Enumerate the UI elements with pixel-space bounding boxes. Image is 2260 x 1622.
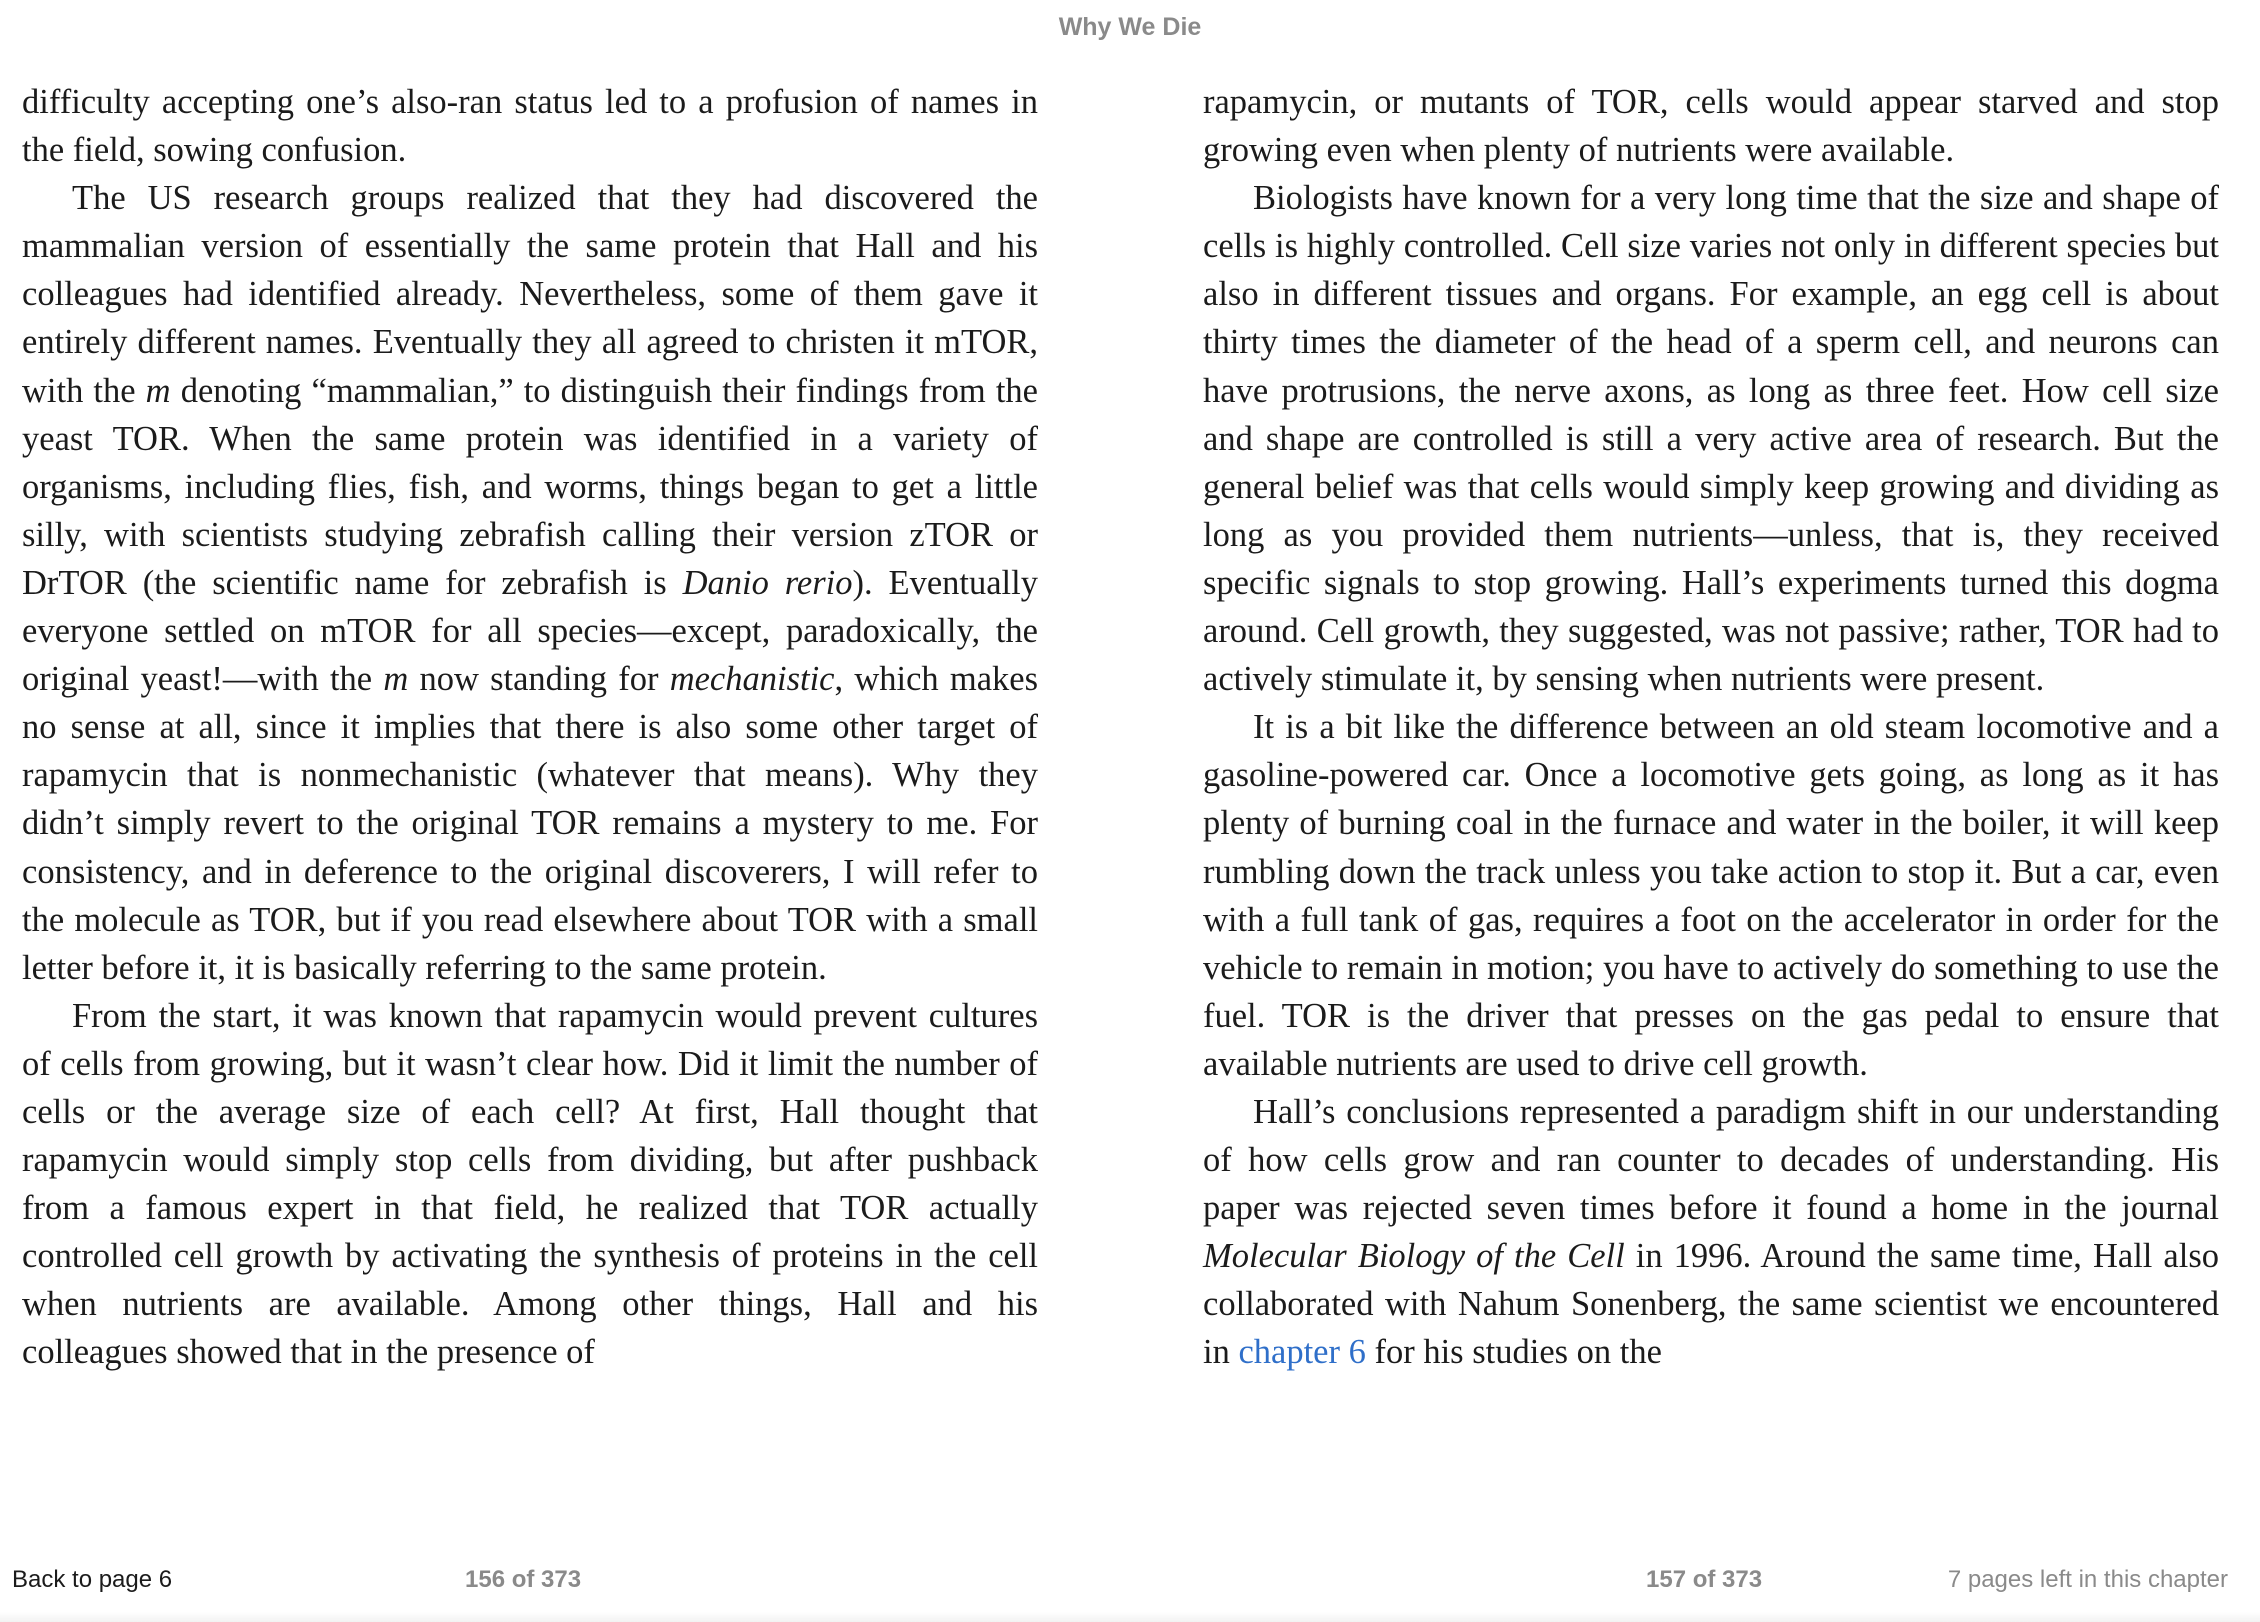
italic-letter-m: m <box>145 371 171 410</box>
right-page-number: 157 of 373 <box>1646 1566 1763 1593</box>
book-title: Why We Die <box>1058 13 1202 41</box>
italic-letter-m: m <box>383 660 409 699</box>
paragraph: Biologists have known for a very long time that the size and shape of cells is highly controlled. Cell size varies not only in different species but also in different tissues and organs. For example, an egg cell is about thirty times the diameter of the head of a sperm cell, and neurons can have protrusions, the nerve axons, as long as three feet. How cell size and shape are controlled is still a very active area of research. But the general belief was that cells would simply keep growing and dividing as long as you provided them nutrients—unless, that is, they received specific signals to stop growing. Hall’s experiments turned this dogma around. Cell growth, they suggested, was not passive; rather, TOR had to actively stimulate it, by sensing when nutrients were present. <box>1203 179 2219 699</box>
journal-title: Molecular Biology of the Cell <box>1203 1237 1625 1276</box>
bottom-edge-shadow <box>0 1612 2260 1622</box>
paragraph: rapamycin, or mutants of TOR, cells would appear starved and stop growing even when plenty of nutrients were available. <box>1203 83 2219 170</box>
paragraph-text: The US research groups realized that they had discovered the mammalian version of essentially the same protein that Hall and his colleagues had identified already. Nevertheless, some of them gave it entirely different names. Eventually they all agreed to christen it mTOR, with the <box>22 179 1038 410</box>
paragraph-text: Hall’s conclusions represented a paradigm shift in our understanding of how cells grow and ran counter to decades of understanding. His paper was rejected seven times before it found a home in the journal <box>1203 1092 2219 1228</box>
paragraph: It is a bit like the difference between an old steam locomotive and a gasoline-powered car. Once a locomotive gets going, as long as it has plenty of burning coal in the furnace and water in the boiler, it will keep rumbling down the track unless you take action to stop it. But a car, even with a full tank of gas, requires a foot on the accelerator in order for the vehicle to remain in motion; you have to actively do something to use the fuel. TOR is the driver that presses on the gas pedal to ensure that available nutrients are used to drive cell growth. <box>1203 708 2219 1083</box>
chapter-6-link[interactable]: chapter 6 <box>1238 1333 1366 1372</box>
species-name: Danio rerio <box>682 563 853 602</box>
italic-word-mechanistic: mechanistic <box>669 660 835 699</box>
paragraph-text: denoting “mammalian,” to distinguish their findings from the yeast TOR. When the same protein was identified in a variety of organisms, including flies, fish, and worms, things began to get a little silly, with scientists studying zebrafish calling their version zTOR or DrTOR (the scientific name for zebrafish is <box>22 371 1038 602</box>
pages-left-in-chapter: 7 pages left in this chapter <box>1947 1566 2228 1593</box>
paragraph <box>1203 1088 2219 1377</box>
paragraph-text: in 1996. Around the same time, Hall also collaborated with Nahum Sonenberg, the same scientist we encountered in <box>1203 1237 2219 1372</box>
paragraph: difficulty accepting one’s also-ran status led to a profusion of names in the field, sowing confusion. <box>22 83 1038 170</box>
left-page <box>22 78 1038 1377</box>
paragraph <box>22 174 1038 992</box>
paragraph-text: now standing for <box>408 660 670 699</box>
left-page-number: 156 of 373 <box>465 1566 582 1593</box>
paragraph-text: , which makes no sense at all, since it implies that there is also some other target of rapamycin that is nonmechanistic (whatever that means). Why they didn’t simply revert to the original TOR remains a mystery to me. For consistency, and in deference to the original discoverers, I will refer to the molecule as TOR, but if you read elsewhere about TOR with a small letter before it, it is basically referring to the same protein. <box>22 660 1038 987</box>
paragraph-text: for his studies on the <box>1365 1333 1662 1372</box>
back-to-page-button[interactable]: Back to page 6 <box>12 1566 173 1593</box>
paragraph-text: ). Eventually everyone settled on mTOR for all species—except, paradoxically, the original yeast!—with the <box>22 563 1038 699</box>
right-page <box>1203 78 2219 1377</box>
paragraph: From the start, it was known that rapamycin would prevent cultures of cells from growing, but it wasn’t clear how. Did it limit the number of cells or the average size of each cell? At first, Hall thought that rapamycin would simply stop cells from dividing, but after pushback from a famous expert in that field, he realized that TOR actually controlled cell growth by activating the synthesis of proteins in the cell when nutrients are available. Among other things, Hall and his colleagues showed that in the presence of <box>22 996 1038 1372</box>
